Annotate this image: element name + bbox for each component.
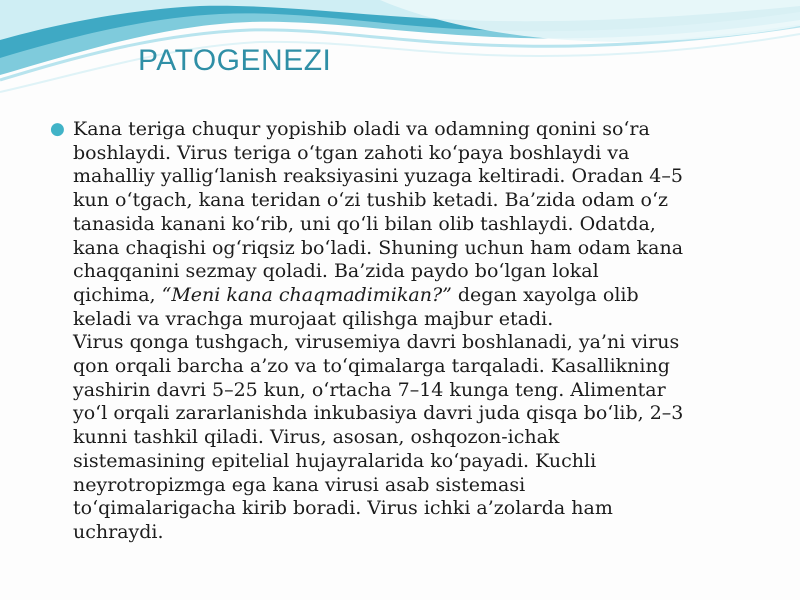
round-bullet-icon: ●: [50, 119, 65, 139]
header-wave-decoration: [0, 0, 800, 110]
paragraph2-line: yo‘l orqali zararlanishda inkubasiya davri juda qisqa bo‘lib, 2–3: [73, 402, 684, 425]
paragraph2-line: Virus qonga tushgach, virusemiya davri boshlanadi, ya’ni virus: [73, 331, 680, 354]
paragraph2-line: to‘qimalarigacha kirib boradi. Virus ichki a’zolarda ham: [73, 497, 613, 520]
paragraph1-line: boshlaydi. Virus teriga o‘tgan zahoti ko‘paya boshlaydi va: [73, 141, 630, 164]
paragraph1-line: keladi va vrachga murojaat qilishga majbur etadi.: [73, 307, 554, 330]
paragraph1-line: tanasida kanani ko‘rib, uni qo‘li bilan olib tashlaydi. Odatda,: [73, 212, 656, 235]
quote-line-after: degan xayolga olib: [451, 283, 639, 306]
paragraph1-line: kun o‘tgach, kana teridan o‘zi tushib ketadi. Ba’zida odam o‘z: [73, 189, 669, 212]
paragraph2-line: sistemasining epitelial hujayralarida ko‘payadi. Kuchli: [73, 449, 597, 472]
paragraph2-line: uchraydi.: [73, 520, 164, 543]
paragraph1-line: kana chaqishi og‘riqsiz bo‘ladi. Shuning uchun ham odam kana: [73, 236, 684, 259]
paragraph2-line: qon orqali barcha a’zo va to‘qimalarga tarqaladi. Kasallikning: [73, 355, 670, 378]
slide-title: PATOGENEZI: [138, 44, 332, 77]
paragraph1-line: mahalliy yallig‘lanish reaksiyasini yuzaga keltiradi. Oradan 4–5: [73, 165, 683, 188]
slide-body-text: [73, 118, 763, 545]
paragraph2-line: kunni tashkil qiladi. Virus, asosan, oshqozon-ichak: [73, 426, 560, 449]
paragraph1-line: Kana teriga chuqur yopishib oladi va odamning qonini so‘ra: [73, 118, 650, 140]
quote-line-before: qichima,: [73, 283, 162, 306]
paragraph2-line: neyrotropizmga ega kana virusi asab sistemasi: [73, 473, 526, 496]
paragraph1-line: chaqqanini sezmay qoladi. Ba’zida paydo bo‘lgan lokal: [73, 260, 599, 283]
paragraph2-line: yashirin davri 5–25 kun, o‘rtacha 7–14 kunga teng. Alimentar: [73, 378, 666, 401]
paragraph1-quote-line: [73, 284, 763, 308]
quoted-question: “Meni kana chaqmadimikan?”: [161, 283, 452, 306]
